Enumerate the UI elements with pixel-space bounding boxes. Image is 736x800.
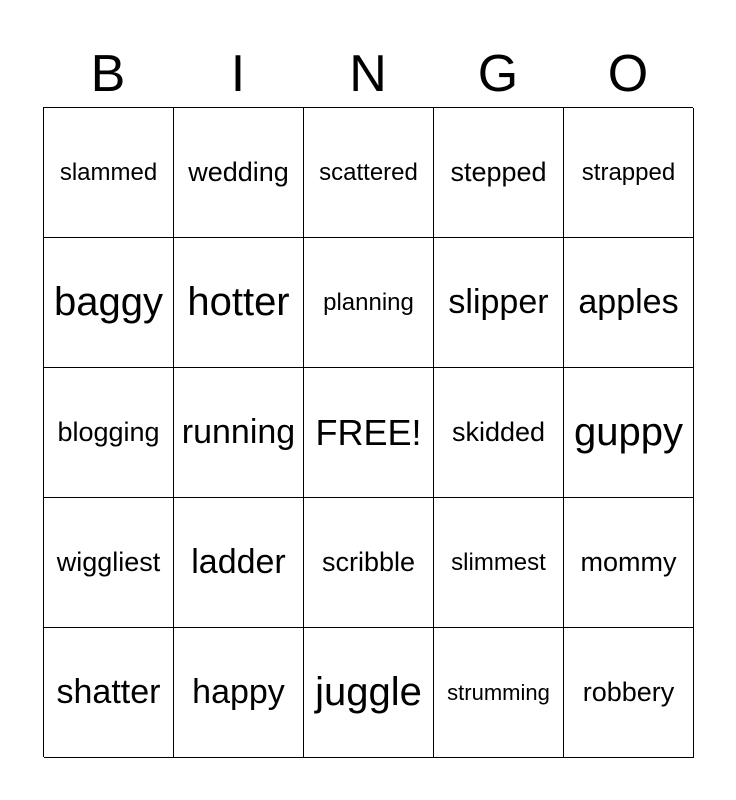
cell-word: scattered <box>319 158 418 186</box>
bingo-cell <box>434 368 564 498</box>
cell-word: slimmest <box>451 548 546 576</box>
cell-word: strumming <box>447 679 550 705</box>
cell-word: hotter <box>187 280 290 324</box>
bingo-cell <box>564 628 694 758</box>
bingo-cell <box>304 108 434 238</box>
cell-word: happy <box>192 673 285 711</box>
cell-word: ladder <box>191 543 286 581</box>
bingo-cell <box>44 628 174 758</box>
header-letter-b: B <box>90 45 126 103</box>
header-letter-n: N <box>349 45 387 103</box>
cell-word: robbery <box>582 677 675 707</box>
cell-word: guppy <box>574 410 683 454</box>
bingo-cell <box>564 108 694 238</box>
free-space-label: FREE! <box>315 411 422 453</box>
bingo-cell <box>174 628 304 758</box>
bingo-cell <box>434 628 564 758</box>
bingo-cell <box>44 238 174 368</box>
bingo-cell <box>174 498 304 628</box>
cell-word: mommy <box>580 547 677 577</box>
cell-word: blogging <box>57 417 160 447</box>
cell-word: juggle <box>315 670 422 714</box>
bingo-header <box>43 40 693 108</box>
bingo-cell <box>564 368 694 498</box>
bingo-cell <box>174 108 304 238</box>
bingo-cell <box>174 368 304 498</box>
bingo-cell <box>434 498 564 628</box>
bingo-cell <box>44 368 174 498</box>
bingo-cell <box>174 238 304 368</box>
cell-word: wiggliest <box>56 547 161 577</box>
header-letter-i: I <box>230 45 246 103</box>
bingo-cell <box>44 498 174 628</box>
cell-word: slipper <box>448 283 549 321</box>
bingo-cell <box>434 108 564 238</box>
cell-word: apples <box>578 283 679 321</box>
bingo-cell <box>434 238 564 368</box>
cell-word: scribble <box>321 547 416 577</box>
cell-word: baggy <box>54 280 163 324</box>
bingo-cell <box>304 238 434 368</box>
bingo-cell <box>564 238 694 368</box>
cell-word: running <box>181 413 296 451</box>
bingo-cell <box>304 628 434 758</box>
cell-word: planning <box>323 288 414 316</box>
cell-word: shatter <box>56 673 161 711</box>
bingo-grid <box>43 107 693 757</box>
cell-word: slammed <box>59 158 158 186</box>
free-space-cell <box>304 368 434 498</box>
cell-word: skidded <box>451 417 546 447</box>
bingo-cell <box>304 498 434 628</box>
bingo-cell <box>44 108 174 238</box>
cell-word: stepped <box>450 157 547 187</box>
cell-word: wedding <box>188 157 289 187</box>
header-letter-g: G <box>477 45 519 103</box>
bingo-cell <box>564 498 694 628</box>
cell-word: strapped <box>581 158 676 186</box>
header-letter-o: O <box>607 45 649 103</box>
